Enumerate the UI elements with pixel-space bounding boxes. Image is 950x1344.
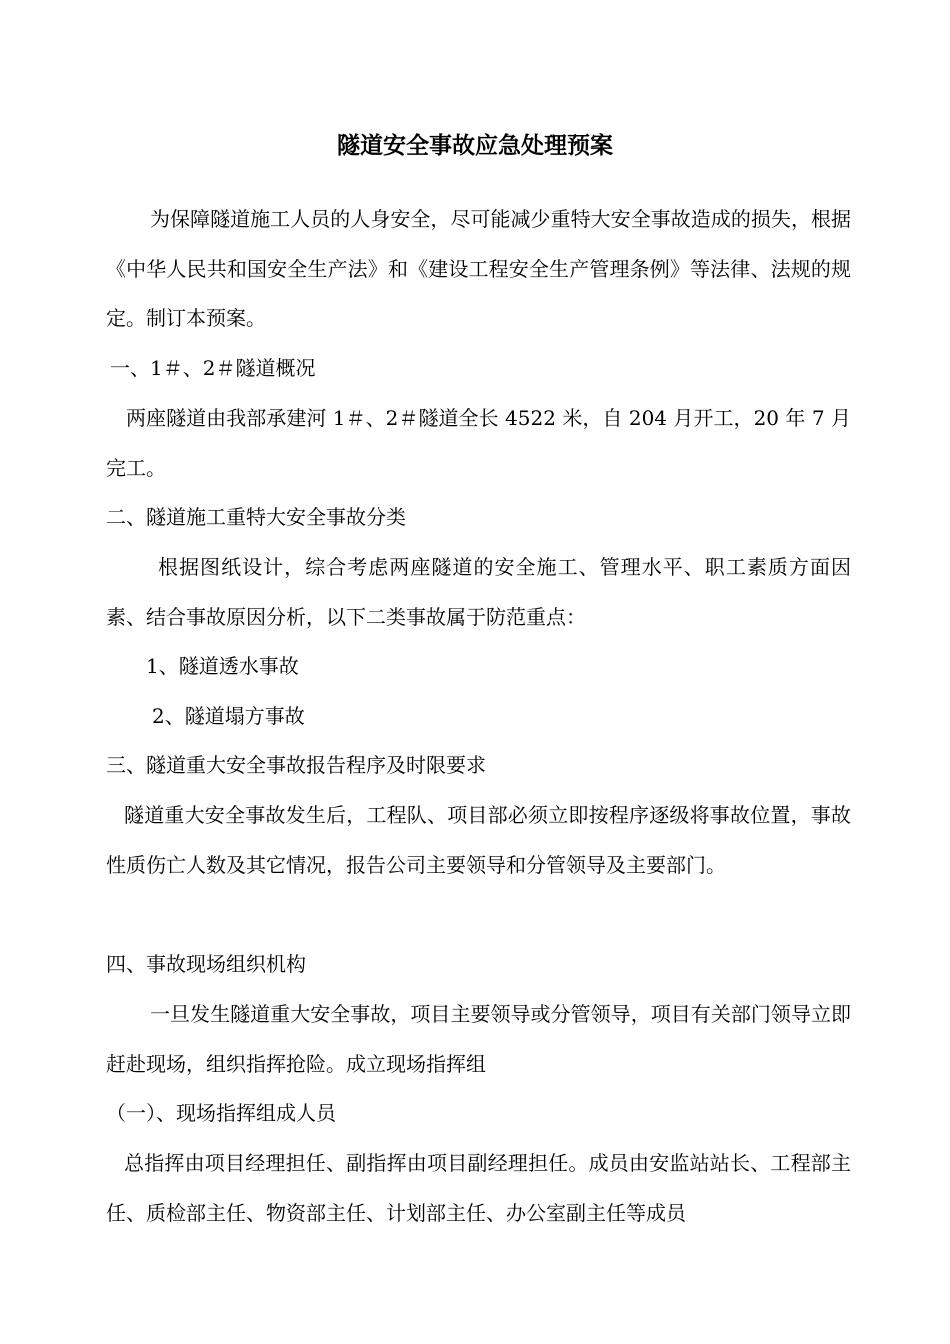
section-4-body: 一旦发生隧道重大安全事故，项目主要领导或分管领导，项目有关部门领导立即赶赴现场，组织指挥抢险。成立现场指挥组 — [106, 1002, 851, 1076]
section-1-body: 两座隧道由我部承建河 1＃、2＃隧道全长 4522 米，自 204 月开工，20 年 7 月完工。 — [106, 406, 851, 480]
section-2-heading: 二、隧道施工重特大安全事故分类 — [106, 505, 406, 529]
section-3-body: 隧道重大安全事故发生后，工程队、项目部必须立即按程序逐级将事故位置，事故性质伤亡人数及其它情况，报告公司主要领导和分管领导及主要部门。 — [106, 803, 851, 877]
section-1-heading: 一、1＃、2＃隧道概况 — [110, 356, 316, 380]
intro-paragraph: 为保障隧道施工人员的人身安全，尽可能减少重特大安全事故造成的损失，根据《中华人民共和国安全生产法》和《建设工程安全生产管理条例》等法律、法规的规定。制订本预案。 — [106, 207, 851, 330]
section-2-item-2: 2、隧道塌方事故 — [152, 704, 305, 728]
section-4-subheading-1: （一）、现场指挥组成人员 — [106, 1101, 336, 1125]
section-3-heading: 三、隧道重大安全事故报告程序及时限要求 — [106, 753, 486, 777]
section-4-sub-1-body: 总指挥由项目经理担任、副指挥由项目副经理担任。成员由安监站站长、工程部主任、质检部主任、物资部主任、计划部主任、办公室副主任等成员 — [106, 1151, 851, 1225]
section-2-item-1: 1、隧道透水事故 — [146, 654, 299, 678]
document-title: 隧道安全事故应急处理预案 — [337, 132, 613, 159]
section-2-body: 根据图纸设计，综合考虑两座隧道的安全施工、管理水平、职工素质方面因素、结合事故原因分析，以下二类事故属于防范重点： — [106, 555, 851, 629]
section-4-heading: 四、事故现场组织机构 — [106, 952, 306, 976]
